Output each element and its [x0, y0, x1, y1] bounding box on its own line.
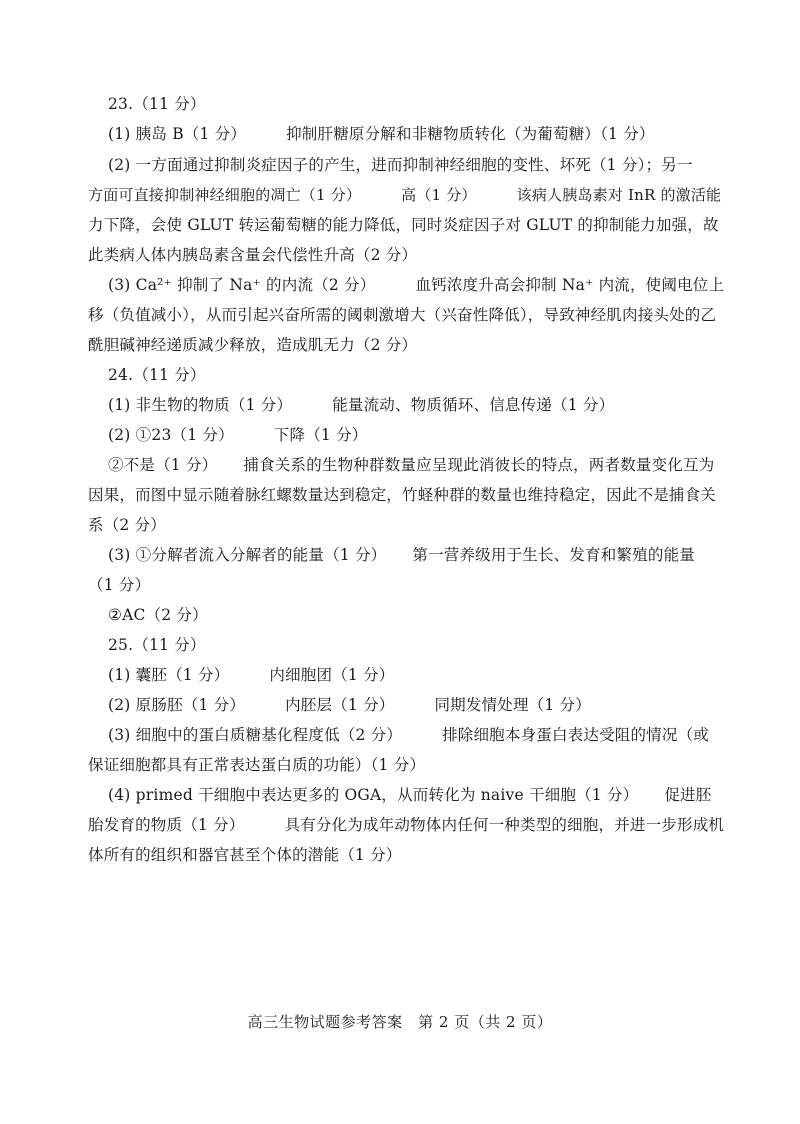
q24-part2b-line1	[108, 455, 728, 475]
q23-part3-answer-a: (3) Ca²⁺ 抑制了 Na⁺ 的内流（2 分）	[108, 276, 376, 294]
q24-part2	[108, 425, 728, 445]
q24-part1-answer-a: (1) 非生物的物质（1 分）	[108, 396, 293, 414]
q24-header: 24.（11 分）	[108, 366, 206, 384]
q23-part2-answer-b: 高（1 分）	[401, 186, 477, 204]
q24-part3-line1	[108, 545, 728, 565]
q24-part2-answer-b: 下降（1 分）	[273, 426, 368, 444]
q25-part1	[108, 665, 728, 685]
page-footer: 高三生物试题参考答案 第 2 页（共 2 页）	[247, 1013, 553, 1031]
q23-part2-answer-a: 方面可直接抑制神经细胞的凋亡（1 分）	[88, 186, 362, 204]
q23-part1-answer-a: (1) 胰岛 B（1 分）	[108, 125, 247, 143]
q23-part1	[108, 124, 728, 144]
q24-part2b-line3: 系（2 分）	[88, 516, 166, 534]
q25-part2	[108, 695, 728, 715]
q24-part2b-answer-b: 捕食关系的生物种群数量应呈现此消彼长的特点，两者数量变化互为	[243, 456, 715, 474]
q25-part2-answer-a: (2) 原肠胚（1 分）	[108, 696, 246, 714]
q25-part1-answer-b: 内细胞团（1 分）	[269, 666, 395, 684]
q23-part3-answer-b: 血钙浓度升高会抑制 Na⁺ 内流，使阈电位上	[415, 276, 725, 294]
q23-part2-line1: (2) 一方面通过抑制炎症因子的产生，进而抑制神经细胞的变性、坏死（1 分）；另一	[108, 156, 693, 174]
q24-part3-line2: （1 分）	[88, 576, 151, 594]
q25-part3-answer-a: (3) 细胞中的蛋白质糖基化程度低（2 分）	[108, 726, 403, 744]
q23-part2-line2	[88, 185, 728, 205]
q25-part4-answer-c: 胎发育的物质（1 分）	[88, 816, 245, 834]
q24-part3-answer-b: 第一营养级用于生长、发育和繁殖的能量	[412, 546, 695, 564]
q23-part3-line1	[108, 275, 728, 295]
q25-part4-answer-a: (4) primed 干细胞中表达更多的 OGA，从而转化为 naive 干细胞（1 分）	[108, 786, 639, 804]
q24-part1-answer-b: 能量流动、物质循环、信息传递（1 分）	[332, 396, 615, 414]
q25-part1-answer-a: (1) 囊胚（1 分）	[108, 666, 230, 684]
q25-part2-answer-c: 同期发情处理（1 分）	[434, 696, 591, 714]
q24-part3b: ②AC（2 分）	[108, 606, 208, 624]
q25-part3-line2: 保证细胞都具有正常表达蛋白质的功能）（1 分）	[88, 756, 426, 774]
q25-part4-answer-b: 促进胚	[664, 786, 712, 804]
q25-part3-answer-b: 排除细胞本身蛋白表达受阻的情况（或	[442, 726, 709, 744]
q25-header: 25.（11 分）	[108, 636, 206, 654]
q25-part4-line2	[88, 815, 728, 835]
q24-part3-answer-a: (3) ①分解者流入分解者的能量（1 分）	[108, 546, 387, 564]
q25-part4-line1	[108, 785, 728, 805]
q25-part3-line1	[108, 725, 728, 745]
q24-part2b-answer-a: ②不是（1 分）	[108, 456, 218, 474]
q25-part4-line3: 体所有的组织和器官甚至个体的潜能（1 分）	[88, 846, 402, 864]
q24-part2-answer-a: (2) ①23（1 分）	[108, 426, 234, 444]
q25-part4-answer-d: 具有分化为成年动物体内任何一种类型的细胞，并进一步形成机	[284, 816, 725, 834]
q23-header: 23.（11 分）	[108, 95, 206, 113]
q23-part2-line3: 力下降，会使 GLUT 转运葡萄糖的能力降低，同时炎症因子对 GLUT 的抑制能力加强，故	[88, 216, 719, 234]
q24-part2b-line2: 因果，而图中显示随着脉红螺数量达到稳定，竹蛏种群的数量也维持稳定，因此不是捕食关	[88, 486, 717, 504]
q23-part2-answer-c: 该病人胰岛素对 InR 的激活能	[516, 186, 722, 204]
q23-part3-line2: 移（负值减小），从而引起兴奋所需的阈刺激增大（兴奋性降低），导致神经肌肉接头处的乙	[88, 306, 717, 324]
q24-part1	[108, 395, 728, 415]
q23-part2-line4: 此类病人体内胰岛素含量会代偿性升高（2 分）	[88, 246, 418, 264]
q25-part2-answer-b: 内胚层（1 分）	[285, 696, 395, 714]
q23-part3-line3: 酰胆碱神经递质减少释放，造成肌无力（2 分）	[88, 336, 418, 354]
q23-part1-answer-b: 抑制肝糖原分解和非糖物质转化（为葡萄糖）（1 分）	[286, 125, 655, 143]
